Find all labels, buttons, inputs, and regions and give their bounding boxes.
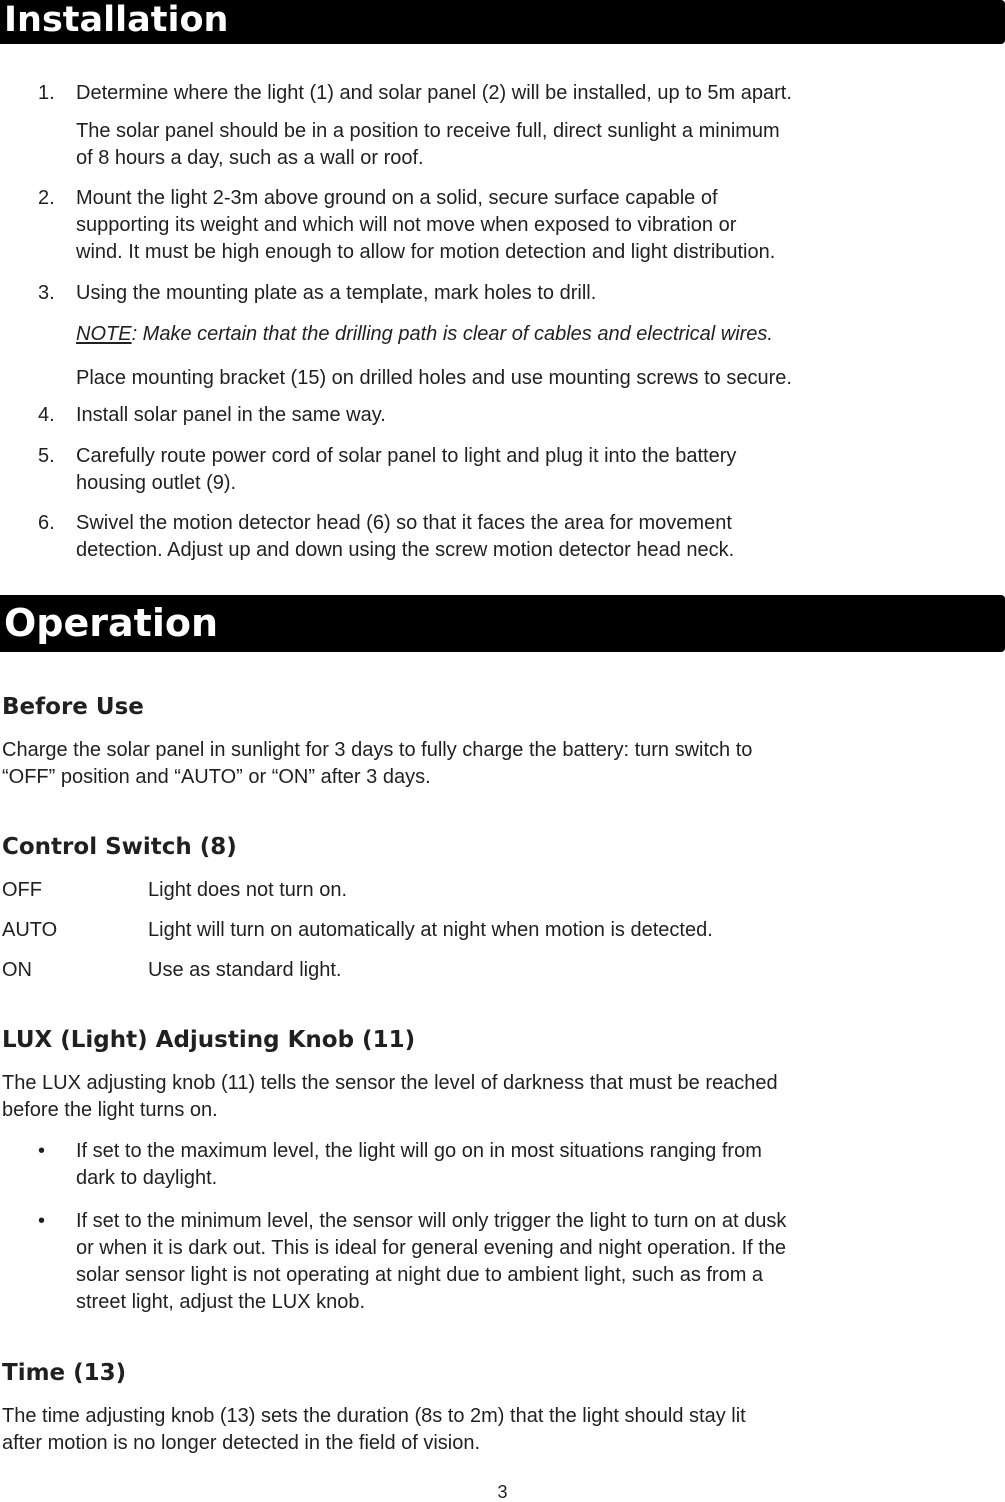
bullet-text: If set to the minimum level, the sensor will only trigger the light to turn on at dusk [76,1210,787,1232]
lux-heading: LUX (Light) Adjusting Knob (11) [2,1027,416,1053]
step-text: detection. Adjust up and down using the screw motion detector head neck. [76,539,735,561]
before-use-heading: Before Use [2,694,144,720]
bullet-text: or when it is dark out. This is ideal for general evening and night operation. If the [76,1237,787,1259]
installation-header: Installation [0,0,1005,44]
step-text: supporting its weight and which will not move when exposed to vibration or [76,214,737,236]
control-switch-heading: Control Switch (8) [2,834,237,860]
paragraph-line: before the light turns on. [2,1099,218,1121]
switch-label: ON [2,959,32,981]
paragraph-line: after motion is no longer detected in the field of vision. [2,1432,481,1454]
bullet-icon: • [38,1140,46,1162]
step-number: 4. [38,404,55,426]
paragraph-line: Charge the solar panel in sunlight for 3 days to fully charge the battery: turn switch to [2,739,753,761]
step-text: Place mounting bracket (15) on drilled holes and use mounting screws to secure. [76,367,792,389]
bullet-text: If set to the maximum level, the light will go on in most situations ranging from [76,1140,762,1162]
step-text: Install solar panel in the same way. [76,404,386,426]
switch-label: OFF [2,879,42,901]
step-number: 2. [38,187,55,209]
step-number: 5. [38,445,55,467]
note-text: : Make certain that the drilling path is clear of cables and electrical wires. [131,323,773,345]
step-text: of 8 hours a day, such as a wall or roof. [76,147,424,169]
note-label: NOTE [76,323,132,345]
step-text: Determine where the light (1) and solar panel (2) will be installed, up to 5m apart. [76,82,792,104]
bullet-icon: • [38,1210,46,1232]
step-text: wind. It must be high enough to allow for motion detection and light distribution. [76,241,776,263]
step-text: Carefully route power cord of solar panel to light and plug it into the battery [76,445,737,467]
switch-desc: Use as standard light. [148,959,342,981]
bullet-text: dark to daylight. [76,1167,218,1189]
paragraph-line: The LUX adjusting knob (11) tells the sensor the level of darkness that must be reached [2,1072,778,1094]
bullet-text: solar sensor light is not operating at night due to ambient light, such as from a [76,1264,764,1286]
bullet-text: street light, adjust the LUX knob. [76,1291,366,1313]
page-number: 3 [497,1482,508,1502]
step-text: Mount the light 2-3m above ground on a solid, secure surface capable of [76,187,718,209]
switch-desc: Light will turn on automatically at night when motion is detected. [148,919,713,941]
operation-header: Operation [0,595,1005,652]
paragraph-line: The time adjusting knob (13) sets the duration (8s to 2m) that the light should stay lit [2,1405,746,1427]
time-heading: Time (13) [2,1360,127,1386]
step-text: The solar panel should be in a position to receive full, direct sunlight a minimum [76,120,780,142]
step-number: 6. [38,512,55,534]
step-text: Using the mounting plate as a template, mark holes to drill. [76,282,597,304]
step-number: 1. [38,82,55,104]
step-number: 3. [38,282,55,304]
switch-label: AUTO [2,919,58,941]
note [76,321,773,348]
paragraph-line: “OFF” position and “AUTO” or “ON” after 3 days. [2,766,431,788]
step-text: Swivel the motion detector head (6) so that it faces the area for movement [76,512,732,534]
switch-desc: Light does not turn on. [148,879,348,901]
step-text: housing outlet (9). [76,472,237,494]
